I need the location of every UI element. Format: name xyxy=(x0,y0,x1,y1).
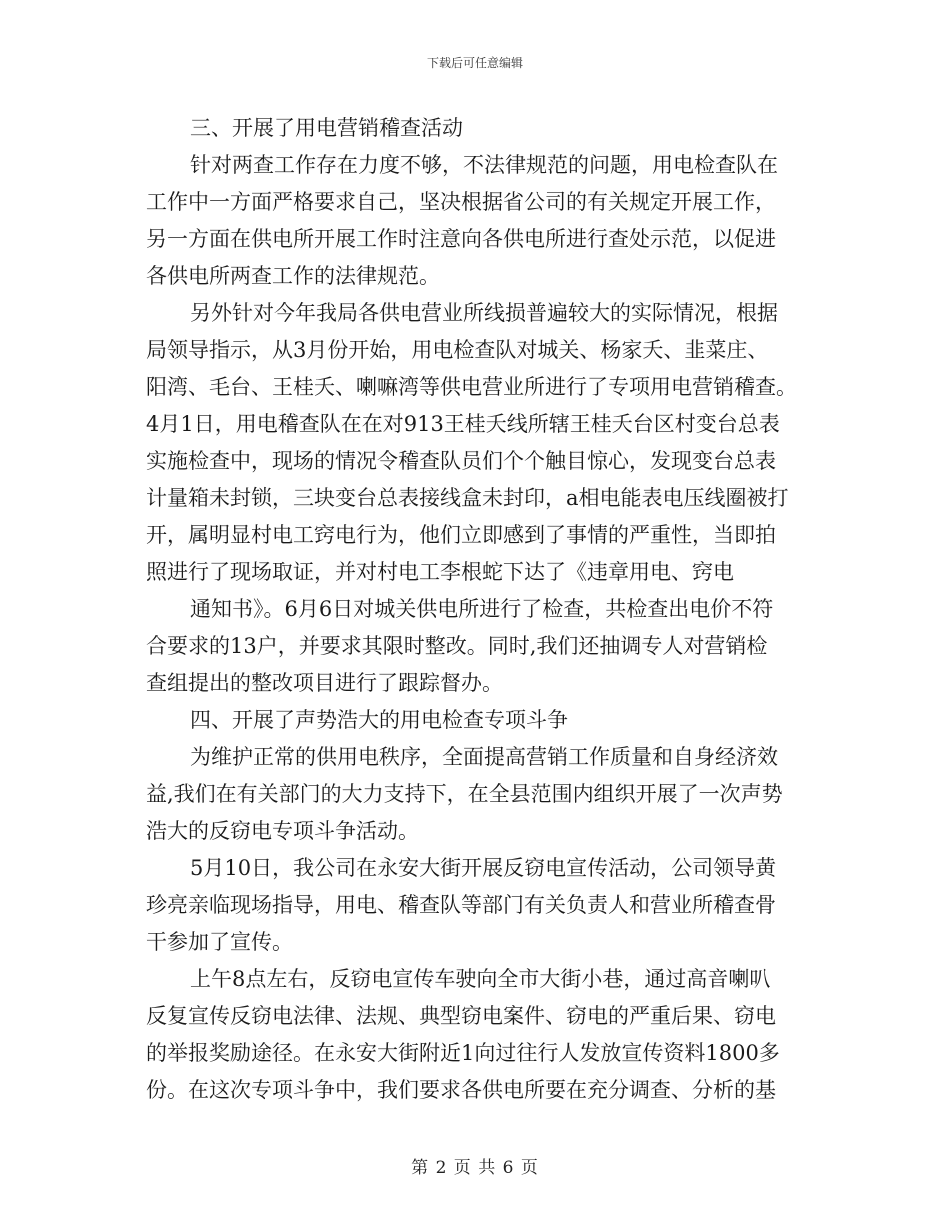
text-line: 干参加了宣传。 xyxy=(146,930,293,954)
text-line: 照进行了现场取证，并对村电工李根蛇下达了《违章用电、窍电 xyxy=(146,560,734,584)
text-line: 工作中一方面严格要求自己，坚决根据省公司的有关规定开展工作， xyxy=(146,190,776,214)
text-line: 查组提出的整改项目进行了跟踪督办。 xyxy=(146,671,503,695)
text-line: 局领导指示，从3月份开始，用电检查队对城关、杨家夭、韭菜庄、 xyxy=(146,338,769,362)
text-line: 另一方面在供电所开展工作时注意向各供电所进行查处示范，以促进 xyxy=(146,227,776,251)
text-line: 反复宣传反窃电法律、法规、典型窃电案件、窃电的严重后果、窃电 xyxy=(146,1004,776,1028)
text-line: 计量箱未封锁，三块变台总表接线盒未封印，a相电能表电压线圈被打 xyxy=(146,486,789,510)
text-line: 合要求的13户，并要求其限时整改。同时,我们还抽调专人对营销检 xyxy=(146,634,768,658)
text-line: 三、开展了用电营销稽查活动 xyxy=(190,116,463,140)
section-heading: 四、开展了声势浩大的用电检查专项斗争 xyxy=(190,708,568,732)
text-line: 浩大的反窃电专项斗争活动。 xyxy=(146,819,419,843)
text-line: 珍亮亲临现场指导，用电、稽查队等部门有关负责人和营业所稽查骨 xyxy=(146,893,776,917)
text-line: 为维护正常的供用电秩序，全面提高营销工作质量和自身经济效 xyxy=(190,745,778,769)
text-line: 针对两查工作存在力度不够，不法律规范的问题，用电检查队在 xyxy=(190,153,778,177)
text-line: 份。在这次专项斗争中，我们要求各供电所要在充分调查、分析的基 xyxy=(146,1078,776,1102)
text-line: 各供电所两查工作的法律规范。 xyxy=(146,264,440,288)
text-line: 实施检查中，现场的情况令稽查队员们个个触目惊心，发现变台总表 xyxy=(146,449,776,473)
page-number: 第 2 页 共 6 页 xyxy=(411,1158,539,1178)
text-line: 另外针对今年我局各供电营业所线损普遍较大的实际情况，根据 xyxy=(190,301,778,325)
text-line: 益,我们在有关部门的大力支持下，在全县范围内组织开展了一次声势 xyxy=(146,782,783,806)
text-line: 的举报奖励途径。在永安大街附近1向过往行人发放宣传资料1800多 xyxy=(146,1041,780,1065)
text-line: 上午8点左右，反窃电宣传车驶向全市大街小巷，通过高音喇叭 xyxy=(190,967,771,991)
text-line: 通知书》。6月6日对城关供电所进行了检查，共检查出电价不符 xyxy=(190,597,774,621)
page-header-note: 下载后可任意编辑 xyxy=(426,56,523,70)
document-body xyxy=(146,110,806,1109)
text-line: 开，属明显村电工窍电行为，他们立即感到了事情的严重性，当即拍 xyxy=(146,523,776,547)
text-line: 5月10日，我公司在永安大街开展反窃电宣传活动，公司领导黄 xyxy=(190,856,777,880)
text-line: 4月1日，用电稽查队在在对913王桂夭线所辖王桂夭台区村变台总表 xyxy=(146,412,780,436)
text-line: 阳湾、毛台、王桂夭、喇嘛湾等供电营业所进行了专项用电营销稽查。 xyxy=(146,375,797,399)
